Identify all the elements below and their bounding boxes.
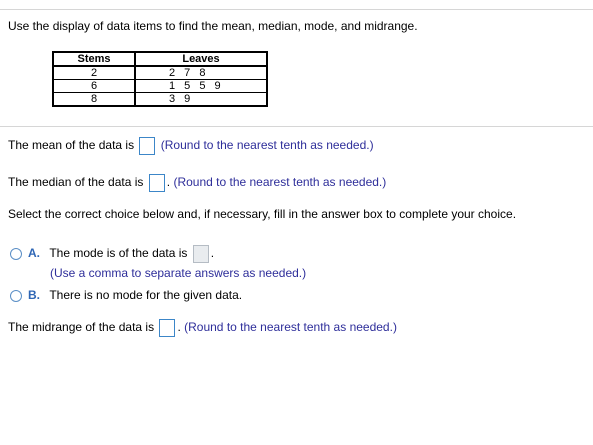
section-divider <box>0 126 593 127</box>
mean-hint: (Round to the nearest tenth as needed.) <box>160 138 374 153</box>
table-row <box>53 80 267 93</box>
top-divider <box>0 9 593 10</box>
mode-option-b-label: There is no mode for the given data. <box>49 288 243 302</box>
stem-cell: 8 <box>53 93 135 107</box>
table-row <box>53 66 267 80</box>
mean-question <box>8 137 374 155</box>
mode-option-a-label: The mode is of the data is <box>49 246 188 261</box>
mean-answer-box[interactable] <box>139 137 155 155</box>
select-choice-prompt: Select the correct choice below and, if necessary, fill in the answer box to complete your choice. <box>8 207 517 221</box>
median-label: The median of the data is <box>8 175 144 190</box>
mode-option-a-radio[interactable] <box>10 248 22 260</box>
midrange-label: The midrange of the data is <box>8 320 155 335</box>
median-answer-box[interactable] <box>149 174 165 192</box>
leaf-cell: 1 5 5 9 <box>135 80 267 93</box>
option-b-letter: B. <box>28 288 40 302</box>
mode-suffix: . <box>210 246 215 261</box>
question-instruction: Use the display of data items to find the mean, median, mode, and midrange. <box>8 19 418 33</box>
mode-option-a[interactable] <box>28 245 214 263</box>
table-row <box>53 93 267 107</box>
leaf-cell: 2 7 8 <box>135 66 267 80</box>
stem-leaf-table <box>52 51 268 107</box>
median-question <box>8 174 386 192</box>
mean-label: The mean of the data is <box>8 138 135 153</box>
midrange-suffix: . <box>177 320 181 335</box>
midrange-question <box>8 319 397 337</box>
leaves-header: Leaves <box>135 52 267 66</box>
mode-answer-box[interactable] <box>193 245 209 263</box>
midrange-answer-box[interactable] <box>159 319 175 337</box>
stem-cell: 6 <box>53 80 135 93</box>
mode-option-b[interactable] <box>28 288 242 302</box>
median-hint: (Round to the nearest tenth as needed.) <box>173 175 387 190</box>
midrange-hint: (Round to the nearest tenth as needed.) <box>184 320 397 335</box>
mode-option-b-radio[interactable] <box>10 290 22 302</box>
leaf-cell: 3 9 <box>135 93 267 107</box>
median-suffix: . <box>166 175 171 190</box>
stem-cell: 2 <box>53 66 135 80</box>
stems-header: Stems <box>53 52 135 66</box>
mode-hint: (Use a comma to separate answers as needed.) <box>50 266 307 280</box>
option-a-letter: A. <box>28 246 40 261</box>
